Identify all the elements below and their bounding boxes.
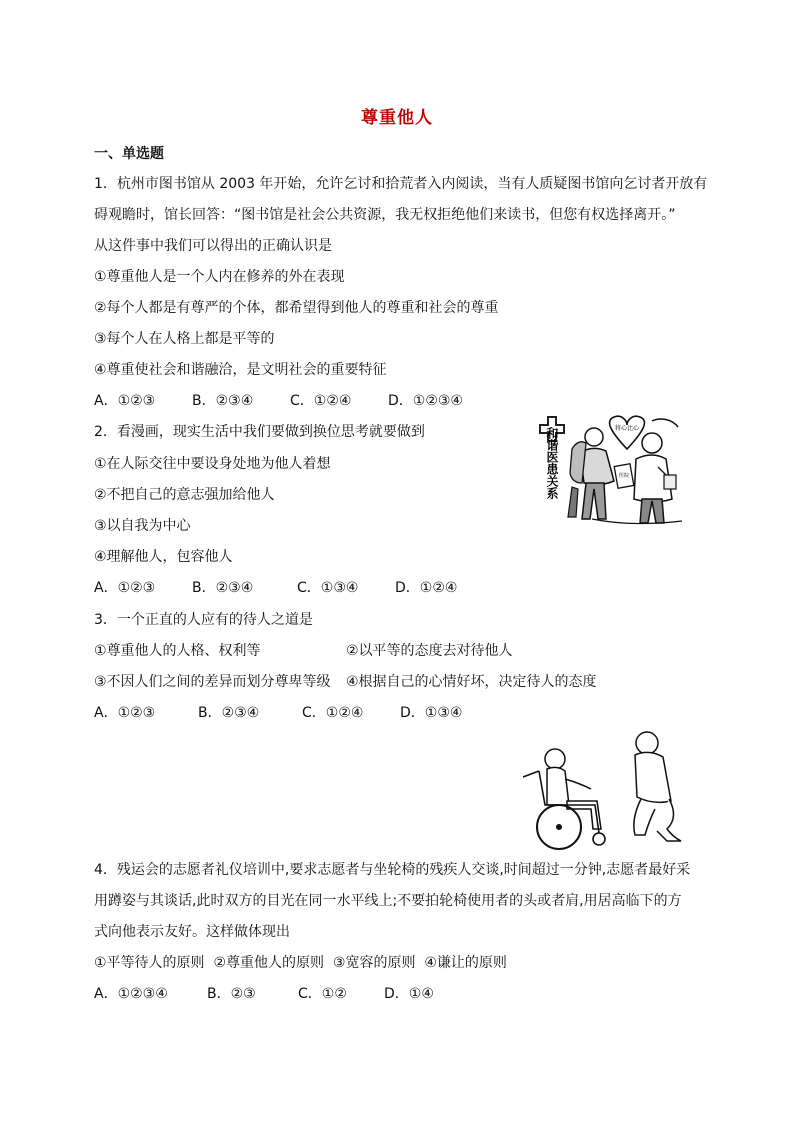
q4-stem-line2: 用蹲姿与其谈话,此时双方的目光在同一水平线上;不要拍轮椅使用者的头或者肩,用居高临下的方: [94, 893, 682, 909]
q2-choice-a[interactable]: A．①②③: [94, 580, 156, 596]
q2-choice-c[interactable]: C．①③④: [297, 580, 359, 596]
q4-choice-b[interactable]: B．②③: [207, 986, 256, 1002]
heart-text: 将心比心: [614, 425, 640, 432]
page-title: 尊重他人: [361, 108, 433, 128]
q1-choices: [94, 391, 463, 411]
q2-option-1: ①在人际交往中要设身处地为他人着想: [94, 456, 331, 472]
q4-options: ①平等待人的原则 ②尊重他人的原则 ③宽容的原则 ④谦让的原则: [94, 955, 507, 971]
q3-choice-a[interactable]: A．①②③: [94, 705, 156, 721]
q3-option-2: ②以平等的态度去对待他人: [346, 643, 513, 659]
q2-stem: 2．看漫画，现实生活中我们要做到换位思考就要做到: [94, 424, 425, 440]
q1-stem-line3: 从这件事中我们可以得出的正确认识是: [94, 238, 332, 254]
cartoon-caption: 和谐医患关系: [545, 427, 559, 499]
doctor-patient-cartoon: [532, 413, 700, 530]
q3-option-3: ③不因人们之间的差异而划分尊卑等级: [94, 674, 331, 690]
q1-option-2: ②每个人都是有尊严的个体，都希望得到他人的尊重和社会的尊重: [94, 300, 499, 316]
q4-choice-c[interactable]: C．①②: [298, 986, 347, 1002]
q4-choice-d[interactable]: D．①④: [384, 986, 434, 1002]
q2-choice-d[interactable]: D．①②④: [395, 580, 458, 596]
q1-stem-line2: 碍观瞻时，馆长回答：“图书馆是社会公共资源，我无权拒绝他们来读书，但您有权选择离开。”: [94, 207, 676, 223]
heart-icon: [610, 416, 645, 449]
q1-option-1: ①尊重他人是一个人内在修养的外在表现: [94, 269, 345, 285]
q4-choice-a[interactable]: A．①②③④: [94, 986, 168, 1002]
q1-stem-line1: 1．杭州市图书馆从 2003 年开始，允许乞讨和拾荒者入内阅读，当有人质疑图书馆向乞讨者开放有: [94, 176, 708, 192]
q4-choices: [94, 984, 434, 1004]
q1-choice-b[interactable]: B．②③④: [192, 393, 254, 409]
q3-choice-d[interactable]: D．①③④: [400, 705, 463, 721]
q2-option-3: ③以自我为中心: [94, 518, 191, 534]
q3-option-4: ④根据自己的心情好坏，决定待人的态度: [346, 674, 597, 690]
section-heading: 一、单选题: [94, 146, 164, 162]
q4-stem-line1: 4．残运会的志愿者礼仪培训中,要求志愿者与坐轮椅的残疾人交谈,时间超过一分钟,志愿者最好采: [94, 862, 691, 878]
q1-option-3: ③每个人在人格上都是平等的: [94, 331, 275, 347]
q3-option-1: ①尊重他人的人格、权利等: [94, 643, 261, 659]
q3-choices: [94, 703, 462, 723]
volunteer-figure: [634, 732, 681, 841]
q4-stem-line3: 式向他表示友好。这样做体现出: [94, 924, 290, 940]
q1-choice-a[interactable]: A．①②③: [94, 393, 156, 409]
q2-choices: [94, 578, 457, 598]
q2-choice-b[interactable]: B．②③④: [192, 580, 254, 596]
wheelchair-user-figure: [545, 749, 601, 829]
q1-choice-c[interactable]: C．①②④: [290, 393, 352, 409]
patient-figure: [568, 428, 614, 519]
q3-stem: 3．一个正直的人应有的待人之道是: [94, 612, 313, 628]
q2-option-4: ④理解他人，包容他人: [94, 549, 233, 565]
hospital-card: [614, 464, 634, 488]
wheelchair-illustration: [519, 727, 697, 853]
q2-option-2: ②不把自己的意志强加给他人: [94, 487, 275, 503]
doctor-figure: [634, 433, 676, 523]
q1-option-4: ④尊重使社会和谐融洽，是文明社会的重要特征: [94, 362, 387, 378]
q3-choice-b[interactable]: B．②③④: [198, 705, 260, 721]
card-text: 医院: [618, 473, 630, 479]
q1-choice-d[interactable]: D．①②③④: [388, 393, 463, 409]
q3-choice-c[interactable]: C．①②④: [302, 705, 364, 721]
